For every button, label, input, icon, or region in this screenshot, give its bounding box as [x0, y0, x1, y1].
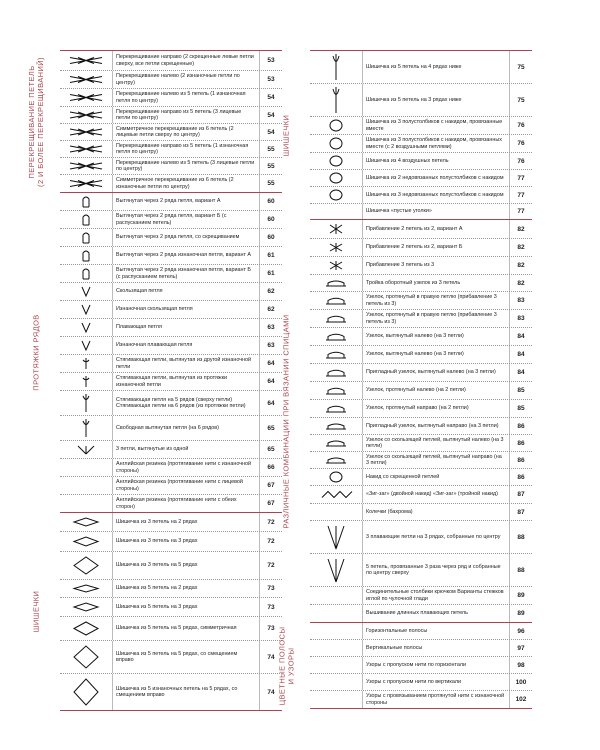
index-row: [60, 532, 282, 552]
index-row: [60, 391, 282, 416]
page-number: 88: [517, 533, 525, 541]
stitch-description: Шишечка из 5 изнаночных петель на 5 рядах, со смещением вправо: [113, 674, 260, 710]
stitch-description: Соединительные столбики крючком Варианты стежков иглой по чулочной глади: [363, 587, 510, 604]
page-number: 86: [517, 422, 525, 430]
stitch-description: Стягивающая петля на 5 рядов (сверху петли) Стягивающая петли на 6 рядов (из протяжки петли): [113, 391, 260, 415]
stitch-symbol-icon: [60, 617, 113, 640]
page-number: 60: [267, 198, 275, 205]
page-number: 53: [267, 76, 275, 83]
stitch-symbol-icon: [310, 486, 363, 503]
stitch-symbol-icon: [310, 674, 363, 690]
stitch-symbol-icon: [60, 193, 113, 210]
page-number: 64: [267, 399, 275, 407]
stitch-symbol-icon: [60, 355, 113, 372]
stitch-symbol-icon: [310, 400, 363, 417]
index-row: [310, 657, 532, 674]
stitch-symbol-icon: [310, 364, 363, 381]
page-number: 73: [267, 585, 275, 592]
page-number: 53: [267, 57, 275, 64]
index-row: [60, 175, 282, 192]
stitch-symbol-icon: [60, 441, 113, 458]
stitch-symbol-icon: [60, 552, 113, 579]
stitch-description: Вытянутая через 2 ряда петля, вариант A: [113, 193, 260, 210]
page-number: 55: [267, 162, 275, 170]
stitch-symbol-icon: [310, 117, 363, 134]
stitch-description: Колечки (бахрома): [363, 504, 510, 520]
left-index-column: [27, 50, 282, 711]
stitch-symbol-icon: [60, 337, 113, 354]
page-number: 89: [517, 610, 525, 617]
index-row: [60, 674, 282, 710]
stitch-symbol-icon: [310, 657, 363, 673]
index-row: [60, 301, 282, 319]
stitch-description: Шишечка из 5 петель на 5 рядах, со смещением вправо: [113, 641, 260, 673]
stitch-description: Вытянутая через 2 ряда изнаночная петля, вариант Б (с распусканием петель): [113, 265, 260, 282]
stitch-description: Вытянутая через 2 ряда петля, вариант Б (с распусканием петель): [113, 211, 260, 228]
stitch-description: Шишечка из 2 недовязанных полустолбиков с накидом: [363, 170, 510, 186]
stitch-description: Шишечка «пустые уголки»: [363, 204, 510, 219]
index-row: [60, 513, 282, 532]
index-row: [60, 416, 282, 441]
index-row: [310, 135, 532, 153]
index-row: [310, 640, 532, 657]
stitch-symbol-icon: [310, 257, 363, 274]
stitch-symbol-icon: [310, 587, 363, 604]
index-row: [310, 400, 532, 418]
stitch-description: Стягивающая петли, вытянутая из другой изнаночной петли: [113, 355, 260, 372]
stitch-symbol-icon: [60, 158, 113, 174]
stitch-description: Вертикальные полосы: [363, 640, 510, 656]
page-number: 77: [517, 191, 525, 199]
stitch-symbol-icon: [310, 346, 363, 363]
stitch-description: Прибавление 3 петель из 3: [363, 257, 510, 274]
stitch-description: Плавающая петля: [113, 319, 260, 336]
stitch-description: Шишечка из 5 петель на 4 рядах ниже: [363, 51, 510, 83]
page-number: 77: [517, 208, 525, 215]
index-row: [60, 459, 282, 477]
section-title: ЦВЕТНЫЕ ПОЛОСЫ И УЗОРЫ: [277, 626, 296, 705]
page-number: 74: [267, 688, 275, 696]
index-row: [60, 265, 282, 283]
stitch-symbol-icon: [310, 504, 363, 520]
page-number: 65: [267, 446, 275, 453]
stitch-symbol-icon: [60, 283, 113, 300]
index-row: [310, 51, 532, 84]
page-number: 55: [267, 145, 275, 153]
page-number: 72: [267, 538, 275, 545]
index-row: [60, 337, 282, 355]
index-row: [60, 141, 282, 158]
stitch-description: 3 плавающие петли на 3 рядах, собранные по центру: [363, 521, 510, 553]
index-row: [60, 441, 282, 459]
stitch-description: Узоры с пропуском нити по вертикали: [363, 674, 510, 690]
page-number: 72: [267, 562, 275, 569]
index-row: [310, 117, 532, 135]
index-row: [310, 239, 532, 257]
page-number: 100: [515, 678, 527, 686]
section-left-0: [27, 50, 282, 193]
stitch-description: Шишечка из 3 петель на 5 рядах: [113, 552, 260, 579]
index-row: [310, 328, 532, 346]
index-row: [310, 504, 532, 521]
index-row: [60, 124, 282, 141]
stitch-description: Узелок, протянутый направо (на 2 петли): [363, 400, 510, 417]
index-row: [310, 418, 532, 435]
page-number: 60: [267, 216, 275, 223]
index-row: [310, 257, 532, 275]
index-row: [310, 382, 532, 400]
page-number: 54: [267, 128, 275, 136]
index-row: [310, 170, 532, 187]
stitch-description: Перекрещивание направо из 5 петель (3 лицевые петли по центру): [113, 107, 260, 123]
stitch-symbol-icon: [310, 418, 363, 434]
page-number: 98: [517, 661, 525, 669]
page-number: 61: [267, 270, 275, 277]
stitch-symbol-icon: [60, 319, 113, 336]
stitch-description: Перекрещивание налево из 5 петель (1 изнаночная петля по центру): [113, 89, 260, 106]
stitch-description: Узелок, протянутый в правую петлю (прибавление 3 петель из 3): [363, 292, 510, 309]
stitch-symbol-icon: [60, 416, 113, 440]
stitch-symbol-icon: [310, 170, 363, 186]
stitch-symbol-icon: [310, 691, 363, 708]
index-row: [60, 193, 282, 211]
page-number: 66: [267, 464, 275, 471]
stitch-symbol-icon: [60, 580, 113, 597]
stitch-description: Узелок, протянутый в правую петлю (прибавление 3 петель из 3): [363, 310, 510, 327]
page-number: 82: [517, 279, 525, 287]
page-number: 82: [517, 225, 525, 233]
section-label: [266, 220, 306, 622]
stitch-description: Перекрещивание направо из 5 петель (1 изнаночная петля по центру): [113, 141, 260, 157]
stitch-symbol-icon: [310, 275, 363, 291]
stitch-description: Узелок, вытянутый налево (на 3 петли): [363, 328, 510, 345]
index-row: [60, 319, 282, 337]
stitch-description: Узоры с провязыванием протянутой нити с изнаночной стороны: [363, 691, 510, 708]
page-number: 87: [517, 491, 525, 498]
stitch-description: Перекрещивание направо (2 скрещенные левые петли сверху, все петли скрещенные): [113, 51, 260, 70]
stitch-symbol-icon: [60, 391, 113, 415]
section-title: ШИШЕЧКИ: [281, 114, 291, 156]
section-label: [16, 513, 56, 710]
right-index-column: [277, 50, 532, 709]
stitch-description: Стягивающая петли, вытянутая из протяжки изнаночной петли: [113, 373, 260, 390]
page-number: 97: [517, 644, 525, 652]
stitch-description: Горизонтальные полосы: [363, 623, 510, 639]
index-row: [310, 364, 532, 382]
page-number: 54: [267, 94, 275, 101]
stitch-symbol-icon: [60, 495, 113, 512]
stitch-description: Изнаночная скользящая петля: [113, 301, 260, 318]
index-row: [310, 554, 532, 587]
stitch-description: Прибавление 2 петель из 2, вариант Б: [363, 239, 510, 256]
stitch-symbol-icon: [60, 513, 113, 531]
index-row: [60, 580, 282, 598]
page-number: 54: [267, 111, 275, 119]
index-row: [310, 310, 532, 328]
stitch-description: Пригладный узелок, вытянутый направо (на 3 петли): [363, 418, 510, 434]
stitch-symbol-icon: [310, 310, 363, 327]
stitch-description: Узелок со скользящей петлей, вытянутый налево (на 3 петли): [363, 435, 510, 451]
page-number: 62: [267, 288, 275, 295]
stitch-description: Накид со скрещенной петлей: [363, 469, 510, 485]
stitch-symbol-icon: [310, 452, 363, 468]
stitch-description: Узелок, протянутый налево (на 2 петли): [363, 382, 510, 399]
index-row: [310, 452, 532, 469]
stitch-description: Шишечка из 3 полустолбиков с накидом, провязанных вместе (с 2 воздушными петлями): [363, 135, 510, 152]
page-number: 84: [517, 333, 525, 340]
stitch-symbol-icon: [310, 204, 363, 219]
stitch-symbol-icon: [60, 301, 113, 318]
stitch-description: Шишечка из 5 петель на 2 рядах: [113, 580, 260, 597]
index-row: [60, 229, 282, 247]
section-label: [266, 623, 306, 708]
index-row: [310, 435, 532, 452]
stitch-symbol-icon: [310, 292, 363, 309]
page-number: 77: [517, 174, 525, 182]
stitch-description: Узоры с пропуском нити по горизонтали: [363, 657, 510, 673]
stitch-description: Перекрещивание налево (2 изнаночные петли по центру): [113, 71, 260, 88]
section-right-2: [277, 623, 532, 709]
index-row: [310, 691, 532, 708]
page-number: 65: [267, 424, 275, 432]
stitch-symbol-icon: [60, 532, 113, 551]
index-row: [60, 51, 282, 71]
page-number: 76: [517, 157, 525, 165]
index-row: [310, 204, 532, 219]
page-number: 61: [267, 252, 275, 259]
stitch-description: Симметричное перекрещивание из 6 петель (2 лицевые петли сверху по центру): [113, 124, 260, 140]
index-row: [60, 495, 282, 512]
stitch-description: Свободная вытянутая петля (на 6 рядов): [113, 416, 260, 440]
stitch-symbol-icon: [60, 459, 113, 476]
page-number: 67: [267, 482, 275, 489]
stitch-symbol-icon: [60, 89, 113, 106]
page-number: 82: [517, 244, 525, 251]
section-title: ПЕРЕКРЕЩИВАНИЕ ПЕТЕЛЬ (2 И БОЛЕЕ ПЕРЕКРЕЩИВАНИЙ): [27, 56, 45, 187]
stitch-symbol-icon: [310, 135, 363, 152]
section-label: [16, 51, 56, 192]
stitch-description: Шишечка из 3 петель на 2 рядах: [113, 513, 260, 531]
stitch-symbol-icon: [60, 107, 113, 123]
stitch-symbol-icon: [60, 373, 113, 390]
page-number: 102: [515, 696, 527, 703]
stitch-description: Скользящая петля: [113, 283, 260, 300]
page-number: 75: [517, 63, 525, 71]
stitch-description: Шишечка из 3 полустолбиков с накидом, провязанные вместе: [363, 117, 510, 134]
section-title: ШИШЕЧКИ: [31, 590, 41, 633]
section-left-2: [31, 513, 282, 711]
stitch-description: Пригладный узелок, вытянутый налево (на 3 петли): [363, 364, 510, 381]
page-number: 62: [267, 306, 275, 313]
stitch-symbol-icon: [60, 641, 113, 673]
stitch-symbol-icon: [60, 71, 113, 88]
stitch-symbol-icon: [60, 124, 113, 140]
section-title: РАЗЛИЧНЫЕ КОМБИНАЦИИ ПРИ ВЯЗАНИИ СПИЦАМИ: [281, 313, 291, 529]
stitch-description: Шишечка из 5 петель на 3 рядах: [113, 598, 260, 616]
index-row: [60, 71, 282, 89]
index-row: [60, 211, 282, 229]
page-number: 55: [267, 180, 275, 187]
stitch-symbol-icon: [60, 247, 113, 264]
stitch-symbol-icon: [310, 328, 363, 345]
section-label: [266, 51, 306, 219]
page-number: 84: [517, 369, 525, 376]
index-row: [310, 605, 532, 622]
stitch-symbol-icon: [60, 598, 113, 616]
stitch-description: Узелок со скользящей петлей, вытянутый направо (на 3 петли): [363, 452, 510, 468]
page-number: 88: [517, 566, 525, 574]
stitch-description: Прибавление 2 петель из 2, вариант A: [363, 220, 510, 238]
page-number: 73: [267, 625, 275, 632]
index-row: [60, 641, 282, 674]
page-number: 60: [267, 234, 275, 241]
section-right-0: [281, 50, 532, 220]
stitch-description: «Зиг-заг» (двойной накид) «Зиг-заг» (тройной накид): [363, 486, 510, 503]
page-number: 82: [517, 262, 525, 269]
page-number: 89: [517, 592, 525, 599]
index-row: [60, 247, 282, 265]
index-row: [310, 220, 532, 239]
index-row: [60, 107, 282, 124]
stitch-symbol-icon: [310, 153, 363, 169]
page-number: 96: [517, 627, 525, 635]
section-right-1: [281, 220, 532, 623]
stitch-description: Английская резинка (протягивание нити с изнаночной стороны): [113, 459, 260, 476]
index-row: [310, 84, 532, 117]
stitch-symbol-icon: [60, 175, 113, 192]
stitch-symbol-icon: [310, 220, 363, 238]
index-row: [310, 469, 532, 486]
stitch-description: Шишечка из 5 петель на 3 рядах ниже: [363, 84, 510, 116]
stitch-description: Вытянутая через 2 ряда изнаночная петля, вариант A: [113, 247, 260, 264]
index-row: [60, 355, 282, 373]
stitch-description: Английская резинка (протягивание нити с обеих сторон): [113, 495, 260, 512]
index-row: [310, 674, 532, 691]
index-row: [60, 373, 282, 391]
stitch-description: Шишечка из 3 петель на 3 рядах: [113, 532, 260, 551]
index-row: [310, 521, 532, 554]
page-number: 73: [267, 603, 275, 611]
page-number: 63: [267, 324, 275, 331]
stitch-description: Шишечка из 5 петель на 5 рядах, симметричная: [113, 617, 260, 640]
stitch-symbol-icon: [310, 554, 363, 586]
stitch-symbol-icon: [310, 640, 363, 656]
section-left-1: [31, 193, 282, 513]
stitch-symbol-icon: [310, 187, 363, 203]
index-row: [310, 346, 532, 364]
index-row: [60, 552, 282, 580]
stitch-symbol-icon: [60, 477, 113, 494]
stitch-symbol-icon: [60, 211, 113, 228]
stitch-description: Шишечка из 3 недовязанных полустолбиков с накидом: [363, 187, 510, 203]
index-row: [310, 187, 532, 204]
page-number: 87: [517, 508, 525, 516]
stitch-symbol-icon: [310, 605, 363, 622]
index-row: [310, 587, 532, 605]
page-number: 76: [517, 140, 525, 147]
stitch-description: 3 петли, вытянутые из одной: [113, 441, 260, 458]
section-label: [16, 193, 56, 512]
stitch-symbol-icon: [310, 84, 363, 116]
stitch-symbol-icon: [60, 265, 113, 282]
page-number: 72: [267, 518, 275, 526]
stitch-description: Шишечка из 4 воздушных петель: [363, 153, 510, 169]
page-number: 86: [517, 439, 525, 447]
stitch-description: Английская резинка (протягивание нити с лицевой стороны): [113, 477, 260, 494]
stitch-symbol-icon: [60, 674, 113, 710]
page-number: 85: [517, 405, 525, 412]
index-row: [310, 275, 532, 292]
page-number: 84: [517, 351, 525, 358]
stitch-symbol-icon: [60, 51, 113, 70]
index-row: [60, 598, 282, 617]
page-number: 74: [267, 653, 275, 661]
page-number: 64: [267, 378, 275, 385]
stitch-symbol-icon: [60, 229, 113, 246]
stitch-description: Узелок, вытянутый налево (на 3 петли): [363, 346, 510, 363]
page-number: 83: [517, 297, 525, 304]
section-title: ПРОТЯЖКИ РЯДОВ: [31, 314, 41, 391]
stitch-description: Вытянутая через 2 ряда петля, со скрещиванием: [113, 229, 260, 246]
index-row: [310, 623, 532, 640]
index-row: [310, 486, 532, 504]
index-row: [310, 292, 532, 310]
stitch-description: 5 петель, провязанные 3 раза через ряд и собранные по центру сверху: [363, 554, 510, 586]
index-row: [310, 153, 532, 170]
stitch-symbol-icon: [310, 435, 363, 451]
index-row: [60, 89, 282, 107]
stitch-description: Симметричное перекрещивание из 6 петель (2 изнаночные петли по центру): [113, 175, 260, 192]
page-number: 85: [517, 387, 525, 394]
page-number: 76: [517, 122, 525, 129]
index-row: [60, 158, 282, 175]
page-number: 83: [517, 315, 525, 322]
stitch-symbol-icon: [310, 623, 363, 639]
stitch-description: Перекрещивание налево из 5 петель (3 лицевые петли по центру): [113, 158, 260, 174]
stitch-description: Изнаночная плавающая петля: [113, 337, 260, 354]
page-number: 86: [517, 473, 525, 481]
page-number: 67: [267, 500, 275, 507]
stitch-description: Тройка оборотный узелок из 3 петель: [363, 275, 510, 291]
index-row: [60, 617, 282, 641]
stitch-symbol-icon: [310, 469, 363, 485]
index-row: [60, 283, 282, 301]
stitch-symbol-icon: [310, 382, 363, 399]
stitch-symbol-icon: [310, 521, 363, 553]
page-number: 75: [517, 96, 525, 104]
page-number: 86: [517, 456, 525, 464]
stitch-symbol-icon: [310, 239, 363, 256]
index-row: [60, 477, 282, 495]
stitch-symbol-icon: [310, 51, 363, 83]
stitch-symbol-icon: [60, 141, 113, 157]
page-number: 64: [267, 360, 275, 367]
page-number: 63: [267, 342, 275, 349]
stitch-description: Вышивание длинных плавающих петель: [363, 605, 510, 622]
